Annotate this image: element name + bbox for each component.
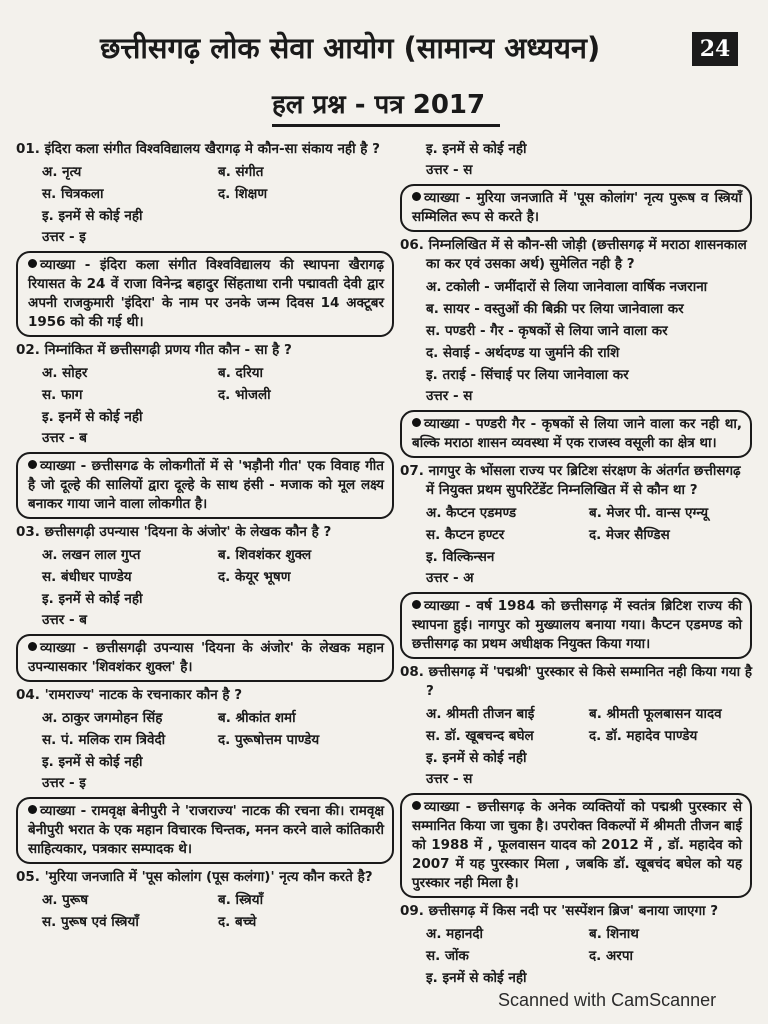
explanation-label: व्याख्या bbox=[424, 416, 460, 432]
question-05 bbox=[16, 868, 394, 932]
question-number: 01. bbox=[16, 141, 40, 157]
question-01 bbox=[16, 140, 394, 337]
question-number: 04. bbox=[16, 687, 40, 703]
question-text: छत्तीसगढ़ में 'पद्मश्री' पुरस्कार से किसे सम्मानित नही किया गया है ? bbox=[426, 664, 753, 699]
explanation-label: व्याख्या bbox=[424, 190, 460, 206]
explanation-label: व्याख्या bbox=[40, 640, 76, 656]
option: द. शिक्षण bbox=[218, 186, 268, 202]
question-number: 09. bbox=[400, 903, 424, 919]
option: अ. श्रीमती तीजन बाई bbox=[426, 706, 535, 722]
answer: उत्तर - स bbox=[426, 771, 473, 787]
answer: उत्तर - अ bbox=[426, 570, 474, 586]
option: ब. शिनाथ bbox=[589, 926, 639, 942]
question-07 bbox=[400, 462, 752, 659]
option: इ. विल्किन्सन bbox=[426, 549, 495, 565]
option: इ. तराई - सिंचाई पर लिया जानेवाला कर bbox=[426, 367, 629, 383]
option: अ. नृत्य bbox=[42, 164, 82, 180]
explanation-label: व्याख्या bbox=[40, 458, 76, 474]
option: ब. सायर - वस्तुओं की बिक्री पर लिया जानेवाला कर bbox=[426, 301, 684, 317]
option: इ. इनमें से कोई नही bbox=[42, 208, 143, 224]
option: स. पण्डरी - गैर - कृषकों से लिया जाने वाला कर bbox=[426, 323, 668, 339]
options bbox=[16, 891, 394, 932]
explanation-box bbox=[400, 592, 752, 659]
subtitle-underline bbox=[272, 124, 500, 127]
question-text: 'मुरिया जनजाति में 'पूस कोलांग (पूस कलंगा)' नृत्य कौन करते है? bbox=[44, 869, 373, 885]
option: स. फाग bbox=[42, 387, 83, 403]
question-04 bbox=[16, 686, 394, 864]
option: अ. महानदी bbox=[426, 926, 484, 942]
options bbox=[400, 278, 752, 385]
question-09 bbox=[400, 902, 752, 988]
options bbox=[400, 504, 752, 567]
question-text: छत्तीसगढ़ में किस नदी पर 'सस्पेंशन ब्रिज' बनाया जाएगा ? bbox=[428, 903, 719, 919]
bullet-icon bbox=[412, 600, 421, 609]
explanation-label: व्याख्या bbox=[424, 799, 460, 815]
explanation-label: व्याख्या bbox=[40, 803, 76, 819]
question-number: 08. bbox=[400, 664, 424, 680]
bullet-icon bbox=[28, 460, 37, 469]
right-column bbox=[400, 140, 752, 990]
explanation-box bbox=[16, 797, 394, 864]
explanation-box bbox=[400, 410, 752, 458]
options bbox=[16, 709, 394, 772]
explanation-text: - छत्तीसगढ़ी उपन्यास 'दियना के अंजोर' के लेखक महान उपन्यासकार 'शिवशंकर शुक्ल' है। bbox=[28, 640, 384, 675]
option: इ. इनमें से कोई नही bbox=[42, 591, 143, 607]
option: स. चित्रकला bbox=[42, 186, 104, 202]
option: द. डॉ. महादेव पाण्डेय bbox=[589, 728, 698, 744]
option: ब. संगीत bbox=[218, 164, 264, 180]
options bbox=[16, 364, 394, 427]
answer: उत्तर - ब bbox=[42, 612, 87, 628]
answer: उत्तर - ब bbox=[42, 430, 87, 446]
question-number: 05. bbox=[16, 869, 40, 885]
option: द. भोजली bbox=[218, 387, 271, 403]
explanation-box bbox=[16, 452, 394, 519]
left-column bbox=[16, 140, 394, 934]
answer: उत्तर - स bbox=[426, 162, 473, 178]
option: इ. इनमें से कोई नही bbox=[42, 754, 143, 770]
answer: उत्तर - इ bbox=[42, 229, 86, 245]
option: अ. ठाकुर जगमोहन सिंह bbox=[42, 710, 163, 726]
option: अ. सोहर bbox=[42, 365, 88, 381]
option: स. जोंक bbox=[426, 948, 469, 964]
options bbox=[16, 163, 394, 226]
option: स. पुरूष एवं स्त्रियॉं bbox=[42, 914, 139, 930]
options bbox=[16, 546, 394, 609]
explanation-text: - इंदिरा कला संगीत विश्वविद्यालय की स्थापना खैरागढ़ रियासत के 24 वें राजा विनेन्द्र बहादुर सिंहताथा रानी पद्मावती देवी द्वार अपनी राजकुमारी 'इंदिरा' के नाम पर उनके जन्म दिवस 14 अक्टूबर 1956 को की गई थी। bbox=[28, 257, 384, 330]
options bbox=[400, 925, 752, 988]
option: स. डॉ. खूबचन्द बघेल bbox=[426, 728, 534, 744]
explanation-box bbox=[16, 634, 394, 682]
explanation-box bbox=[16, 251, 394, 337]
question-06 bbox=[400, 236, 752, 458]
scanner-watermark: Scanned with CamScanner bbox=[498, 990, 717, 1010]
option: द. केयूर भूषण bbox=[218, 569, 291, 585]
question-03 bbox=[16, 523, 394, 682]
option: द. बच्चे bbox=[218, 914, 257, 930]
option: द. पुरूषोत्तम पाण्डेय bbox=[218, 732, 320, 748]
option: ब. श्रीकांत शर्मा bbox=[218, 710, 296, 726]
bullet-icon bbox=[28, 259, 37, 268]
option: अ. टकोली - जमींदारों से लिया जानेवाला वार्षिक नजराना bbox=[426, 279, 708, 295]
question-08 bbox=[400, 663, 752, 898]
explanation-text: - छत्तीसगढ़ के अनेक व्यक्तियों को पद्मश्री पुरस्कार से सम्मानित किया जा चुका है। उपरोक्त विकल्पों में श्रीमती तीजन बाई को 1988 में , फूलवासन यादव को 2012 में , डॉ. महादेव को 2007 में यह पुरस्कार मिला , जबकि डॉ. खूबचंद बघेल को यह पुरस्कार नही मिला है। bbox=[412, 799, 743, 891]
question-number: 06. bbox=[400, 237, 424, 253]
bullet-icon bbox=[412, 192, 421, 201]
bullet-icon bbox=[412, 418, 421, 427]
option: स. बंधीधर पाण्डेय bbox=[42, 569, 132, 585]
explanation-label: व्याख्या bbox=[40, 257, 76, 273]
question-number: 02. bbox=[16, 342, 40, 358]
question-text: नागपुर के भोंसला राज्य पर ब्रिटिश संरक्षण के अंतर्गत छत्तीसगढ़ में नियुक्त प्रथम सुपरिटेंडेंट निम्नलिखित में से कौन था ? bbox=[426, 463, 741, 498]
option: इ. इनमें से कोई नही bbox=[426, 970, 527, 986]
question-text: निम्नांकित में छत्तीसगढ़ी प्रणय गीत कौन - सा है ? bbox=[44, 342, 292, 358]
explanation-text: - रामवृक्ष बेनीपुरी ने 'राजराज्य' नाटक की रचना की। रामवृक्ष बेनीपुरी भरात के एक महान विचारक चिन्तक, मनन करने वाले कांतिकारी साहित्यकार, पत्रकार सम्पादक थे। bbox=[28, 803, 384, 857]
question-02 bbox=[16, 341, 394, 519]
bullet-icon bbox=[412, 801, 421, 810]
paper-subtitle: हल प्रश्न - पत्र 2017 bbox=[272, 90, 486, 120]
explanation-box bbox=[400, 793, 752, 898]
option: इ. इनमें से कोई नही bbox=[42, 409, 143, 425]
option: अ. कैप्टन एडमण्ड bbox=[426, 505, 517, 521]
option: ब. दरिया bbox=[218, 365, 264, 381]
page-title: छत्तीसगढ़ लोक सेवा आयोग (सामान्य अध्ययन) bbox=[100, 31, 601, 65]
question-text: छत्तीसगढ़ी उपन्यास 'दियना के अंजोर' के लेखक कौन है ? bbox=[44, 524, 332, 540]
option: ब. शिवशंकर शुक्ल bbox=[218, 547, 312, 563]
explanation-label: व्याख्या bbox=[424, 598, 460, 614]
question-text: निम्नलिखित में से कौन-सी जोड़ी (छत्तीसगढ़ में मराठा शासनकाल का कर एवं उसका अर्थ) सुमेलित नही है ? bbox=[426, 237, 747, 272]
option: ब. मेजर पी. वान्स एग्न्यू bbox=[589, 505, 709, 521]
option: अ. पुरूष bbox=[42, 892, 89, 908]
option: अ. लखन लाल गुप्त bbox=[42, 547, 141, 563]
option: द. अरपा bbox=[589, 948, 633, 964]
option: इ. इनमें से कोई नही bbox=[426, 141, 527, 157]
bullet-icon bbox=[28, 805, 37, 814]
options bbox=[400, 705, 752, 768]
question-number: 03. bbox=[16, 524, 40, 540]
option: ब. श्रीमती फूलबासन यादव bbox=[589, 706, 722, 722]
explanation-text: - पण्डरी गैर - कृषकों से लिया जाने वाला कर नही था, बल्कि मराठा शासन व्यवस्था में एक राजस्व वसूली का क्षेत्र था। bbox=[412, 416, 742, 451]
option: ब. स्त्रियॉं bbox=[218, 892, 264, 908]
answer: उत्तर - स bbox=[426, 388, 473, 404]
option: द. सेवाई - अर्थदण्ड या जुर्माने की राशि bbox=[426, 345, 620, 361]
answer: उत्तर - इ bbox=[42, 775, 86, 791]
explanation-box bbox=[400, 184, 752, 232]
question-text: इंदिरा कला संगीत विश्वविद्यालय खैरागढ़ मे कौन-सा संकाय नही है ? bbox=[44, 141, 380, 157]
option: स. पं. मलिक राम त्रिवेदी bbox=[42, 732, 166, 748]
page-number-badge: 24 bbox=[692, 32, 738, 66]
option: स. कैप्टन हण्टर bbox=[426, 527, 505, 543]
explanation-text: - वर्ष 1984 को छत्तीसगढ़ में स्वतंत्र ब्रिटिश राज्य की स्थापना हुई। नागपुर को मुख्यालय बनाया गया। कैप्टन एडमण्ड को छत्तीसगढ़ का प्रथम अधीक्षक नियुक्त किया गया। bbox=[412, 598, 742, 652]
option: इ. इनमें से कोई नही bbox=[426, 750, 527, 766]
bullet-icon bbox=[28, 642, 37, 651]
option: द. मेजर सैण्डिस bbox=[589, 527, 670, 543]
question-text: 'रामराज्य' नाटक के रचनाकार कौन है ? bbox=[44, 687, 243, 703]
explanation-text: - छत्तीसगढ के लोकगीतों में से 'भड़ौनी गीत' एक विवाह गीत है जो दूल्हे की सालियों द्वारा दूल्हे के साथ हंसी - मजाक को मूल लक्ष्य बनाकर गाया जाने वाला लोकगीत है। bbox=[28, 458, 384, 512]
explanation-text: - मुरिया जनजाति में 'पूस कोलांग' नृत्य पुरूष व स्त्रियॉं सम्मिलित रूप से करते है। bbox=[412, 190, 743, 225]
question-number: 07. bbox=[400, 463, 424, 479]
